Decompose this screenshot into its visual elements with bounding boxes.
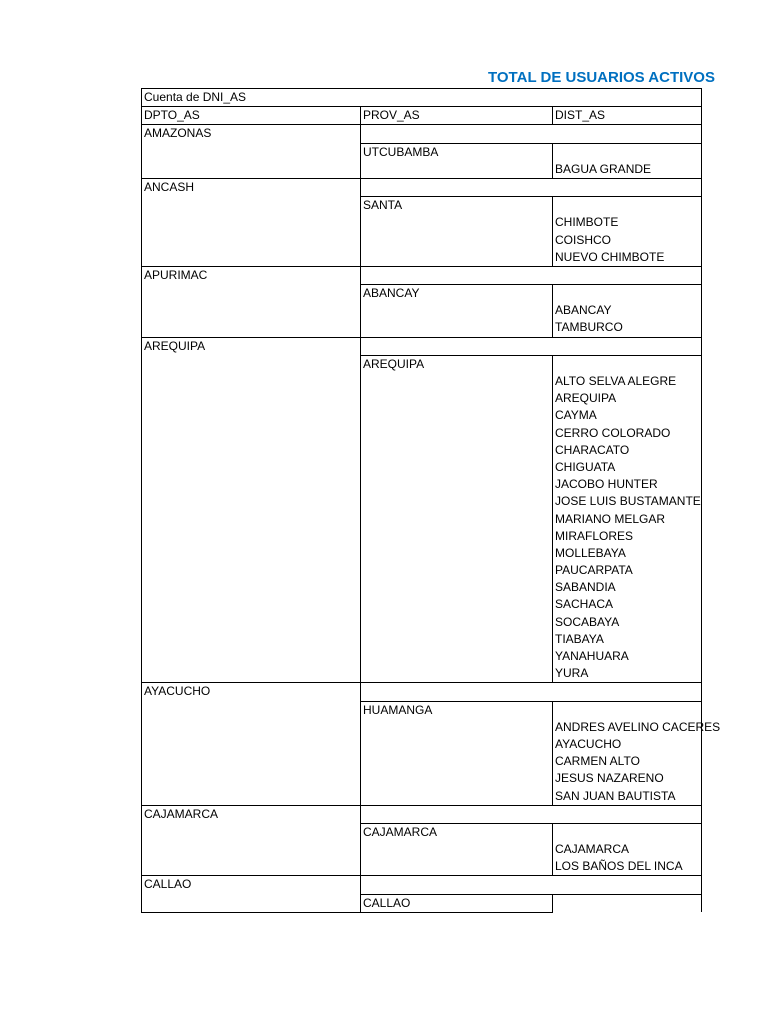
- dist-cell: MOLLEBAYA: [553, 545, 702, 562]
- dist-cell: PAUCARPATA: [553, 562, 702, 579]
- dist-cell: SABANDIA: [553, 579, 702, 596]
- dist-cell: CHIMBOTE: [553, 214, 702, 231]
- dist-cell: JESUS NAZARENO: [553, 770, 702, 787]
- pivot-table-sheet: [141, 88, 721, 944]
- prov-cell: UTCUBAMBA: [361, 143, 553, 178]
- dist-cell: CERRO COLORADO: [553, 425, 702, 442]
- dist-cell: COISHCO: [553, 232, 702, 249]
- dist-cell: TIABAYA: [553, 631, 702, 648]
- dist-cell: CAJAMARCA: [553, 841, 702, 858]
- dist-cell: SAN JUAN BAUTISTA: [553, 788, 702, 806]
- dpto-cell: APURIMAC: [142, 266, 361, 337]
- department-row: [142, 805, 702, 823]
- empty-cell: [553, 823, 702, 841]
- dist-cell: NUEVO CHIMBOTE: [553, 249, 702, 267]
- dist-cell: MARIANO MELGAR: [553, 511, 702, 528]
- dist-cell: SACHACA: [553, 596, 702, 613]
- dpto-cell: AYACUCHO: [142, 683, 361, 805]
- prov-cell: SANTA: [361, 197, 553, 267]
- empty-cell: [361, 266, 702, 284]
- dist-cell: ALTO SELVA ALEGRE: [553, 373, 702, 390]
- dist-cell: YANAHUARA: [553, 648, 702, 665]
- prov-cell: CAJAMARCA: [361, 823, 553, 876]
- dist-cell: MIRAFLORES: [553, 528, 702, 545]
- dpto-cell: AMAZONAS: [142, 125, 361, 179]
- dist-cell: YURA: [553, 665, 702, 683]
- empty-cell: [553, 143, 702, 161]
- header-dpto: DPTO_AS: [142, 107, 361, 125]
- dpto-cell: ANCASH: [142, 178, 361, 266]
- empty-cell: [553, 701, 702, 719]
- prov-cell: CALLAO: [361, 894, 553, 912]
- empty-cell: [553, 894, 702, 912]
- department-row: [142, 125, 702, 143]
- empty-cell: [361, 178, 702, 196]
- dist-cell: ABANCAY: [553, 302, 702, 319]
- empty-cell: [361, 805, 702, 823]
- header-dist: DIST_AS: [553, 107, 702, 125]
- dist-cell: CARMEN ALTO: [553, 753, 702, 770]
- dist-cell: JACOBO HUNTER: [553, 476, 702, 493]
- prov-cell: AREQUIPA: [361, 355, 553, 683]
- department-row: [142, 337, 702, 355]
- dist-cell: AREQUIPA: [553, 390, 702, 407]
- empty-cell: [553, 355, 702, 373]
- dist-cell: CHIGUATA: [553, 459, 702, 476]
- dist-cell: JOSE LUIS BUSTAMANTE: [553, 493, 702, 510]
- dist-cell: AYACUCHO: [553, 736, 702, 753]
- dpto-cell: CAJAMARCA: [142, 805, 361, 876]
- prov-cell: HUAMANGA: [361, 701, 553, 805]
- empty-cell: [361, 125, 702, 143]
- header-row: [142, 107, 702, 125]
- dist-cell: LOS BAÑOS DEL INCA: [553, 858, 702, 876]
- department-row: [142, 683, 702, 701]
- empty-cell: [361, 876, 702, 894]
- prov-cell: ABANCAY: [361, 285, 553, 338]
- dist-cell: BAGUA GRANDE: [553, 161, 702, 179]
- department-row: [142, 178, 702, 196]
- dpto-cell: AREQUIPA: [142, 337, 361, 683]
- pivot-table: [141, 88, 721, 913]
- dpto-cell: CALLAO: [142, 876, 361, 912]
- empty-cell: [361, 337, 702, 355]
- dist-cell: CAYMA: [553, 407, 702, 424]
- empty-cell: [553, 197, 702, 215]
- dist-cell: TAMBURCO: [553, 319, 702, 337]
- department-row: [142, 266, 702, 284]
- header-prov: PROV_AS: [361, 107, 553, 125]
- dist-cell: ANDRES AVELINO CACERES: [553, 719, 702, 736]
- pivot-label-row: [142, 89, 702, 107]
- pivot-label-cell: Cuenta de DNI_AS: [142, 89, 702, 107]
- dist-cell: CHARACATO: [553, 442, 702, 459]
- empty-cell: [361, 683, 702, 701]
- empty-cell: [553, 285, 702, 303]
- page-title: TOTAL DE USUARIOS ACTIVOS: [488, 69, 715, 86]
- department-row: [142, 876, 702, 894]
- dist-cell: SOCABAYA: [553, 614, 702, 631]
